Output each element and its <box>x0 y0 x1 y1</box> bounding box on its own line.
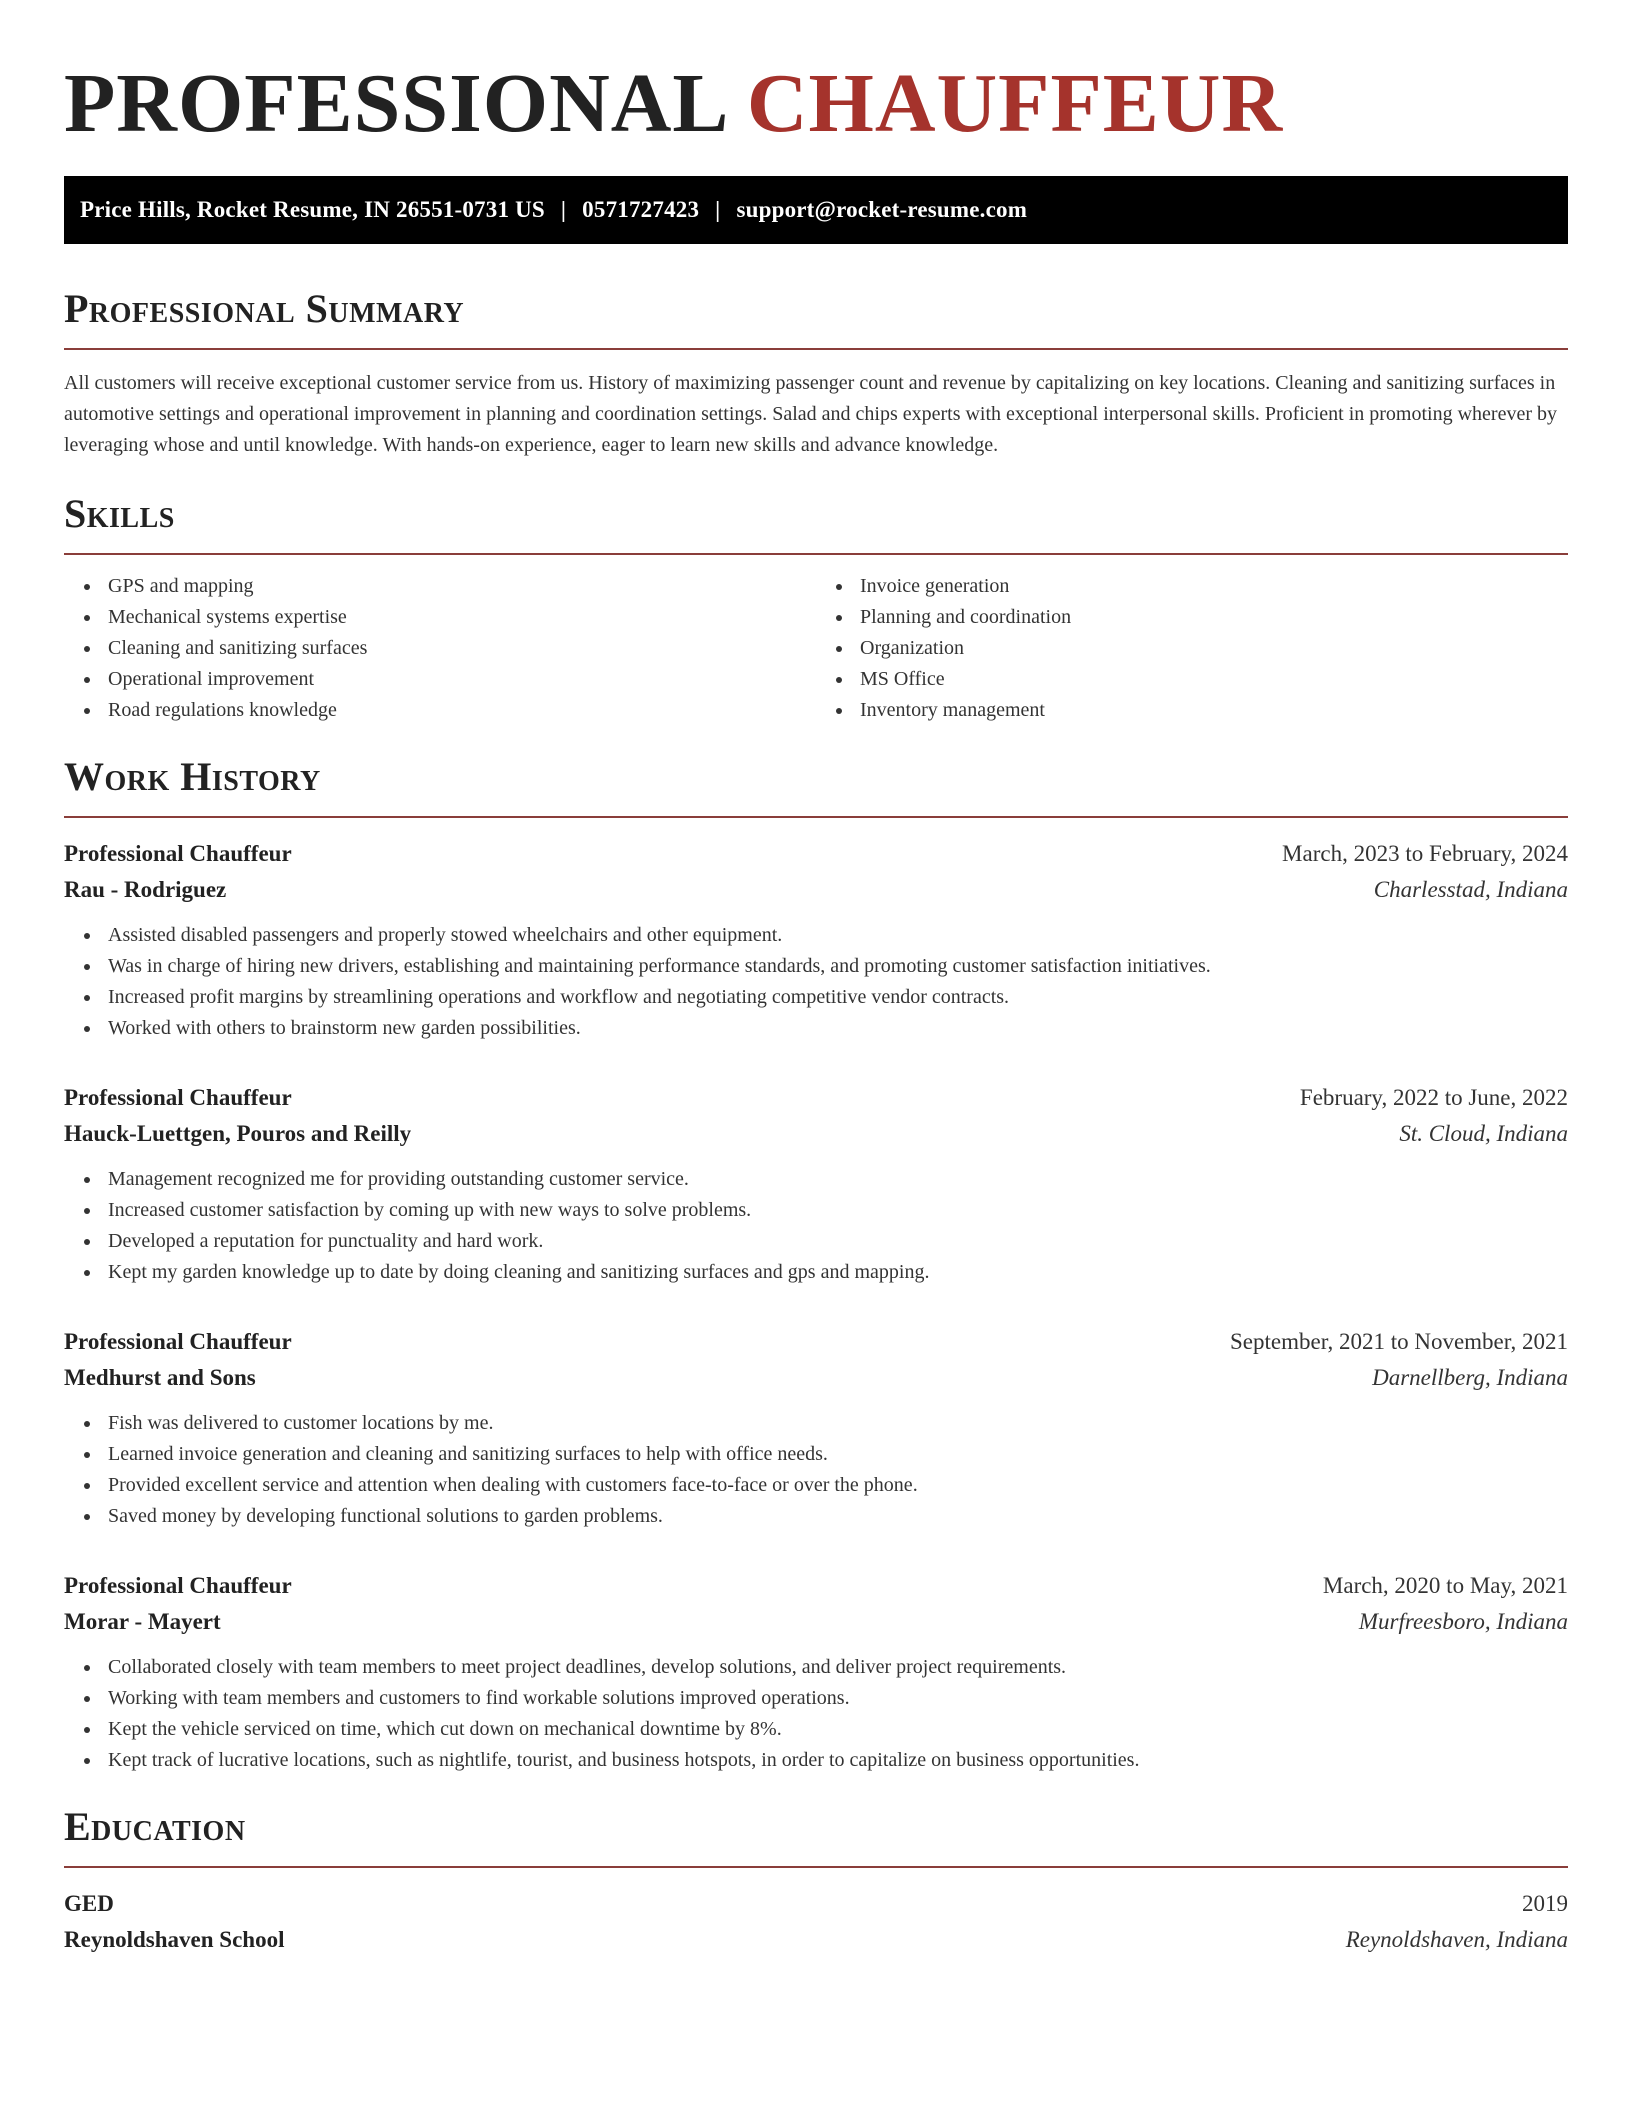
section-divider <box>64 553 1568 555</box>
contact-separator: | <box>560 197 567 222</box>
title-part-1: PROFESSIONAL <box>64 57 725 150</box>
job-bullet: Fish was delivered to customer locations by me. <box>108 1408 1568 1439</box>
contact-email: support@rocket-resume.com <box>736 197 1028 222</box>
education-section <box>64 1804 1568 1958</box>
summary-heading: Professional Summary <box>64 286 465 331</box>
job-dates: March, 2020 to May, 2021 <box>1322 1573 1568 1598</box>
job-dates: September, 2021 to November, 2021 <box>1230 1329 1568 1354</box>
skills-section <box>64 491 1568 726</box>
job-bullet: Saved money by developing functional solutions to garden problems. <box>108 1501 1568 1532</box>
summary-text: All customers will receive exceptional customer service from us. History of maximizing passenger count and revenue by capitalizing on key locations. Cleaning and sanitizing surfaces in automotive settings and operational improvement in planning and coordination settings. Salad and chips experts with exceptional interpersonal skills. Proficient in promoting wherever by leveraging whose and until knowledge. With hands-on experience, eager to learn new skills and advance knowledge. <box>64 372 1557 456</box>
job-dates: February, 2022 to June, 2022 <box>1299 1085 1568 1110</box>
job-bullets <box>64 1164 1568 1288</box>
job-bullet: Kept the vehicle serviced on time, which cut down on mechanical downtime by 8%. <box>108 1714 1568 1745</box>
job-dates: March, 2023 to February, 2024 <box>1282 841 1568 866</box>
job-title: Professional Chauffeur <box>64 1329 292 1354</box>
job-title: Professional Chauffeur <box>64 841 292 866</box>
skill-item: Operational improvement <box>108 664 816 695</box>
skill-item: GPS and mapping <box>108 571 816 602</box>
work-history-section <box>64 754 1568 1776</box>
contact-phone: 0571727423 <box>582 197 700 222</box>
skills-heading: Skills <box>64 491 175 536</box>
skill-item: Planning and coordination <box>860 602 1568 633</box>
job-location: Murfreesboro, Indiana <box>1358 1609 1568 1634</box>
education-year: 2019 <box>1522 1891 1568 1916</box>
job-company: Medhurst and Sons <box>64 1365 256 1390</box>
job-bullet: Management recognized me for providing outstanding customer service. <box>108 1164 1568 1195</box>
job-bullet: Increased profit margins by streamlining operations and workflow and negotiating competitive vendor contracts. <box>108 982 1568 1013</box>
job-company: Morar - Mayert <box>64 1609 221 1634</box>
job-bullet: Collaborated closely with team members to meet project deadlines, develop solutions, and deliver project requirements. <box>108 1652 1568 1683</box>
skill-item: Cleaning and sanitizing surfaces <box>108 633 816 664</box>
skills-list-right <box>816 571 1568 726</box>
summary-section <box>64 286 1568 461</box>
job-title: Professional Chauffeur <box>64 1085 292 1110</box>
section-divider <box>64 1866 1568 1868</box>
job-bullet: Learned invoice generation and cleaning and sanitizing surfaces to help with office needs. <box>108 1439 1568 1470</box>
job-location: Darnellberg, Indiana <box>1372 1365 1568 1390</box>
skills-list-left <box>64 571 816 726</box>
resume-title <box>64 54 1568 154</box>
job-bullet: Working with team members and customers to find workable solutions improved operations. <box>108 1683 1568 1714</box>
job-entry <box>64 1568 1568 1776</box>
title-part-2: CHAUFFEUR <box>746 57 1284 150</box>
job-entry <box>64 1324 1568 1532</box>
job-bullet: Provided excellent service and attention when dealing with customers face-to-face or over the phone. <box>108 1470 1568 1501</box>
job-bullet: Kept track of lucrative locations, such as nightlife, tourist, and business hotspots, in order to capitalize on business opportunities. <box>108 1745 1568 1776</box>
job-entry <box>64 1080 1568 1288</box>
education-school: Reynoldshaven School <box>64 1927 285 1952</box>
job-title: Professional Chauffeur <box>64 1573 292 1598</box>
skills-grid <box>64 571 1568 726</box>
job-bullet: Kept my garden knowledge up to date by doing cleaning and sanitizing surfaces and gps and mapping. <box>108 1257 1568 1288</box>
job-bullet: Was in charge of hiring new drivers, establishing and maintaining performance standards, and promoting customer satisfaction initiatives. <box>108 951 1568 982</box>
contact-address: Price Hills, Rocket Resume, IN 26551-0731 US <box>80 197 545 222</box>
job-location: St. Cloud, Indiana <box>1399 1121 1568 1146</box>
education-degree: GED <box>64 1891 114 1916</box>
job-bullet: Developed a reputation for punctuality and hard work. <box>108 1226 1568 1257</box>
skill-item: Invoice generation <box>860 571 1568 602</box>
job-bullet: Worked with others to brainstorm new garden possibilities. <box>108 1013 1568 1044</box>
skill-item: Mechanical systems expertise <box>108 602 816 633</box>
education-location: Reynoldshaven, Indiana <box>1345 1927 1568 1952</box>
job-company: Rau - Rodriguez <box>64 877 227 902</box>
skill-item: Road regulations knowledge <box>108 695 816 726</box>
job-bullets <box>64 1408 1568 1532</box>
contact-bar <box>64 176 1568 244</box>
skill-item: Organization <box>860 633 1568 664</box>
skill-item: MS Office <box>860 664 1568 695</box>
job-bullet: Increased customer satisfaction by coming up with new ways to solve problems. <box>108 1195 1568 1226</box>
education-entry <box>64 1886 1568 1958</box>
section-divider <box>64 348 1568 350</box>
skill-item: Inventory management <box>860 695 1568 726</box>
education-heading: Education <box>64 1804 246 1849</box>
job-bullets <box>64 920 1568 1044</box>
job-company: Hauck-Luettgen, Pouros and Reilly <box>64 1121 412 1146</box>
contact-separator: | <box>715 197 721 222</box>
job-bullets <box>64 1652 1568 1776</box>
work-history-heading: Work History <box>64 754 321 799</box>
section-divider <box>64 816 1568 818</box>
job-entry <box>64 836 1568 1044</box>
job-location: Charlesstad, Indiana <box>1373 877 1568 902</box>
job-bullet: Assisted disabled passengers and properly stowed wheelchairs and other equipment. <box>108 920 1568 951</box>
